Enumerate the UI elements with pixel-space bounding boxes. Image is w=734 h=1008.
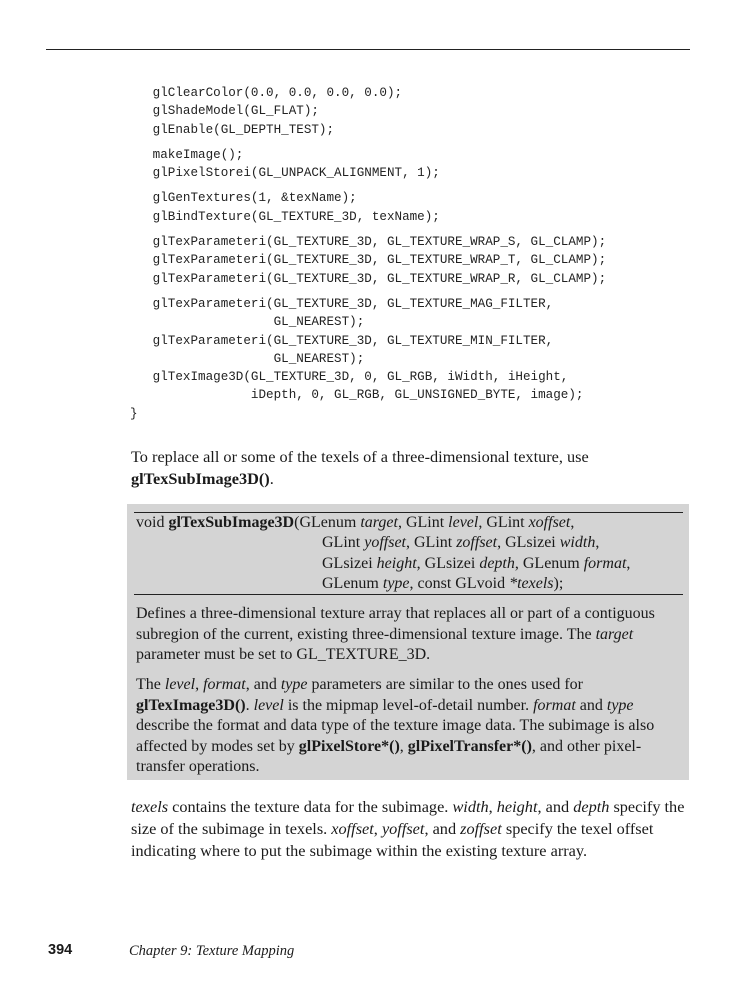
desc-text: , and bbox=[245, 676, 281, 693]
param-ref: format bbox=[203, 676, 246, 693]
body-text: contains the texture data for the subimage. bbox=[168, 797, 453, 816]
code-gap bbox=[130, 288, 606, 295]
prototype-line-3 bbox=[136, 554, 684, 574]
proto-text: , bbox=[570, 514, 575, 531]
param-name: level bbox=[448, 514, 479, 531]
intro-text: To replace all or some of the texels of a three-dimensional texture, use bbox=[131, 447, 589, 466]
code-line: glPixelStorei(GL_UNPACK_ALIGNMENT, 1); bbox=[130, 166, 440, 181]
body-text: specify the size of the subimage in texels. bbox=[131, 797, 685, 839]
code-line: glTexParameteri(GL_TEXTURE_3D, GL_TEXTURE_WRAP_T, GL_CLAMP); bbox=[130, 253, 607, 268]
description-paragraph-2 bbox=[136, 675, 681, 778]
desc-text: and bbox=[575, 696, 607, 714]
proto-text: GLint bbox=[322, 534, 365, 552]
param-name: type bbox=[382, 575, 410, 593]
body-paragraph bbox=[131, 796, 691, 863]
param-ref: yoffset bbox=[381, 819, 425, 839]
desc-text: Defines a three-dimensional texture array that replaces all or part of a contiguous subregion of the current, existing three-dimensional texture image. The bbox=[136, 605, 655, 643]
proto-text: , GLint bbox=[397, 514, 449, 531]
param-ref: level bbox=[253, 696, 284, 714]
param-ref: target bbox=[595, 625, 634, 643]
param-name: format bbox=[583, 554, 627, 572]
desc-text: , bbox=[399, 737, 408, 755]
proto-text: ); bbox=[553, 575, 564, 593]
code-gap bbox=[130, 226, 606, 233]
code-line: GL_NEAREST); bbox=[130, 315, 365, 330]
desc-text: parameter must be set to GL_TEXTURE_3D. bbox=[136, 646, 431, 664]
proto-text: , GLint bbox=[478, 514, 529, 531]
code-line: glClearColor(0.0, 0.0, 0.0, 0.0); bbox=[130, 86, 403, 100]
page-number: 394 bbox=[48, 942, 73, 958]
code-gap bbox=[130, 139, 606, 146]
code-line: makeImage(); bbox=[130, 147, 244, 162]
function-name: glTexSubImage3D bbox=[168, 514, 295, 531]
description-paragraph-1 bbox=[136, 604, 681, 666]
code-line: glTexParameteri(GL_TEXTURE_3D, GL_TEXTURE_MAG_FILTER, bbox=[130, 296, 554, 311]
function-prototype bbox=[136, 513, 684, 595]
return-type: void bbox=[136, 514, 169, 531]
proto-text: , GLenum bbox=[514, 554, 584, 572]
param-name: yoffset bbox=[364, 534, 406, 552]
param-ref: texels bbox=[131, 797, 169, 816]
body-text: , bbox=[373, 819, 382, 839]
intro-paragraph bbox=[131, 446, 691, 490]
code-line: glGenTextures(1, &texName); bbox=[130, 191, 357, 206]
param-name: depth bbox=[479, 554, 515, 572]
proto-text: , bbox=[595, 534, 600, 552]
function-ref: glPixelStore*() bbox=[298, 737, 400, 755]
code-line: } bbox=[130, 406, 138, 421]
code-line: glEnable(GL_DEPTH_TEST); bbox=[130, 122, 335, 137]
desc-text: , and other pixel-transfer operations. bbox=[136, 737, 642, 776]
code-line: glTexImage3D(GL_TEXTURE_3D, 0, GL_RGB, iWidth, iHeight, bbox=[130, 370, 569, 385]
prototype-line-4 bbox=[136, 574, 684, 594]
prototype-line-1 bbox=[136, 513, 684, 533]
function-ref: glTexSubImage3D() bbox=[131, 469, 270, 488]
body-text: , bbox=[488, 797, 497, 816]
code-line: iDepth, 0, GL_RGB, GL_UNSIGNED_BYTE, image); bbox=[130, 388, 584, 403]
desc-text: describe the format and data type of the texture image data. The subimage is also affected by modes set by bbox=[136, 717, 655, 755]
param-ref: xoffset bbox=[331, 819, 374, 839]
desc-text: , bbox=[195, 676, 204, 693]
param-name: zoffset bbox=[456, 534, 498, 552]
param-name: target bbox=[360, 514, 398, 531]
code-line: glTexParameteri(GL_TEXTURE_3D, GL_TEXTURE_WRAP_S, GL_CLAMP); bbox=[130, 235, 607, 250]
param-ref: depth bbox=[573, 797, 610, 816]
proto-text: GLenum bbox=[322, 575, 383, 593]
param-name: xoffset bbox=[528, 514, 571, 531]
proto-text: , const GLvoid bbox=[409, 575, 510, 593]
proto-text: GLsizei bbox=[322, 554, 377, 572]
param-ref: type bbox=[280, 676, 308, 693]
proto-text: (GLenum bbox=[294, 514, 361, 531]
header-rule bbox=[46, 49, 690, 50]
param-ref: format bbox=[533, 696, 576, 714]
body-text: , and bbox=[537, 797, 574, 816]
param-name: height bbox=[376, 554, 417, 572]
proto-text: , bbox=[626, 554, 631, 572]
function-ref: glPixelTransfer*() bbox=[407, 737, 532, 755]
body-text: , and bbox=[424, 819, 461, 839]
param-name: width bbox=[559, 534, 596, 552]
param-ref: level bbox=[164, 676, 196, 693]
param-ref: height bbox=[496, 797, 538, 816]
desc-text: is the mipmap level-of-detail number. bbox=[283, 696, 534, 714]
prototype-line-2 bbox=[136, 533, 684, 553]
desc-text: The bbox=[136, 676, 165, 693]
param-ref: zoffset bbox=[460, 819, 502, 839]
code-line: glTexParameteri(GL_TEXTURE_3D, GL_TEXTURE_WRAP_R, GL_CLAMP); bbox=[130, 271, 607, 286]
intro-end: . bbox=[269, 469, 274, 488]
param-ref: width bbox=[452, 797, 489, 816]
code-line: GL_NEAREST); bbox=[130, 351, 365, 366]
code-listing bbox=[130, 84, 606, 423]
function-ref: glTexImage3D() bbox=[136, 696, 246, 714]
prototype-rule-bottom bbox=[134, 594, 683, 595]
proto-text: , GLint bbox=[405, 534, 457, 552]
param-ref: type bbox=[606, 696, 634, 714]
desc-text: . bbox=[245, 696, 254, 714]
desc-text: parameters are similar to the ones used for bbox=[307, 676, 583, 693]
param-name: *texels bbox=[509, 575, 554, 593]
body-text: specify the texel offset indicating where to put the subimage within the existing texture array. bbox=[131, 819, 654, 861]
code-gap bbox=[130, 182, 606, 189]
code-line: glBindTexture(GL_TEXTURE_3D, texName); bbox=[130, 209, 440, 224]
chapter-title: Chapter 9: Texture Mapping bbox=[129, 943, 295, 959]
code-line: glShadeModel(GL_FLAT); bbox=[130, 104, 319, 119]
proto-text: , GLsizei bbox=[416, 554, 480, 572]
code-line: glTexParameteri(GL_TEXTURE_3D, GL_TEXTURE_MIN_FILTER, bbox=[130, 333, 554, 348]
proto-text: , GLsizei bbox=[497, 534, 560, 552]
